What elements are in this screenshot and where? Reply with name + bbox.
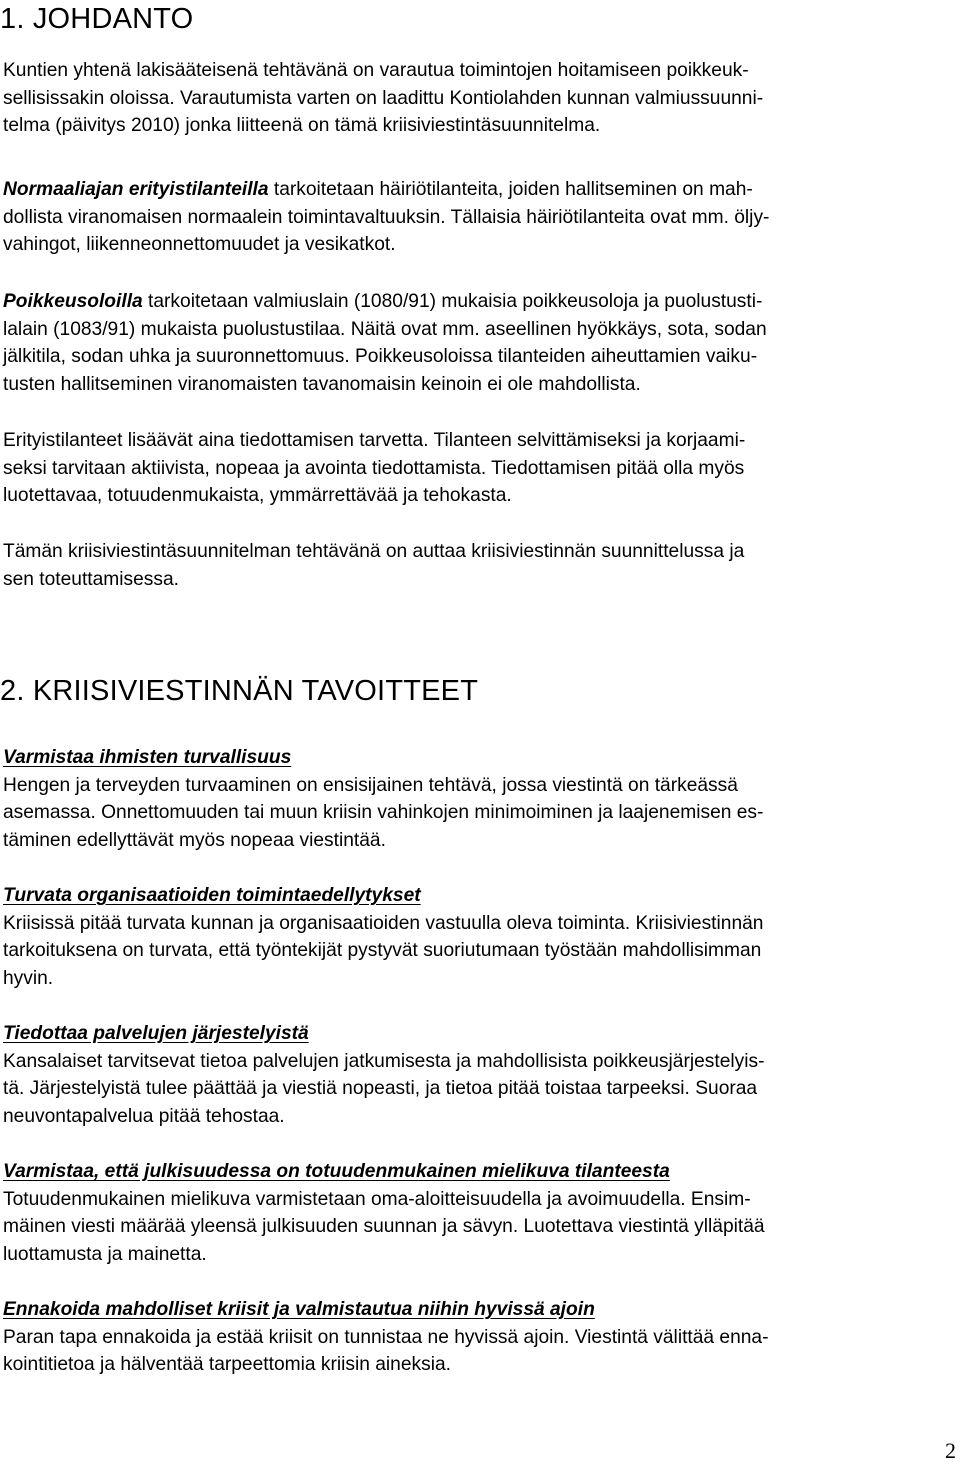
- goal-heading: Tiedottaa palvelujen järjestelyistä: [3, 1023, 309, 1044]
- text-line: asemassa. Onnettomuuden tai muun kriisin vahinkojen minimoiminen ja laajenemisen es-: [3, 802, 764, 823]
- text-line: tarkoituksena on turvata, että työntekijät pystyvät suoriutumaan työstään mahdollisimman: [3, 940, 762, 961]
- exceptional-conditions-paragraph: [3, 288, 958, 398]
- text-line: Kriisissä pitää turvata kunnan ja organisaatioiden vastuulla oleva toiminta. Kriisiviestinnän: [3, 912, 764, 934]
- text-line: [3, 176, 958, 204]
- text-line: Totuudenmukainen mielikuva varmistetaan oma-aloitteisuudella ja avoimuudella. Ensim-: [3, 1188, 751, 1210]
- intro-paragraph: [3, 57, 958, 140]
- text-line: kointitietoa ja hälventää tarpeettomia kriisin aineksia.: [3, 1354, 451, 1375]
- text-line: seksi tarvitaan aktiivista, nopeaa ja avointa tiedottamista. Tiedottamisen pitää olla myös: [3, 457, 745, 479]
- goal-heading: Turvata organisaatioiden toimintaedellytykset: [3, 885, 421, 906]
- text-line: luottamusta ja mainetta.: [3, 1243, 207, 1265]
- term-poikkeusoloilla: Poikkeusoloilla: [3, 291, 143, 312]
- text-fragment: tarkoitetaan häiriötilanteita, joiden hallitseminen on mah-: [268, 179, 753, 200]
- text-line: Kansalaiset tarvitsevat tietoa palvelujen jatkumisesta ja mahdollisista poikkeusjärjestelyis-: [3, 1050, 765, 1072]
- goal-anticipation: [3, 1296, 958, 1379]
- normal-time-paragraph: [3, 176, 958, 259]
- section-1-heading: 1. JOHDANTO: [0, 3, 194, 35]
- text-line: sen toteuttamisessa.: [3, 568, 179, 590]
- text-line: Tämän kriisiviestintäsuunnitelman tehtävänä on auttaa kriisiviestinnän suunnittelussa ja: [3, 541, 745, 562]
- goal-heading: Ennakoida mahdolliset kriisit ja valmistautua niihin hyvissä ajoin: [3, 1299, 595, 1320]
- text-line: tusten hallitseminen viranomaisten tavanomaisin keinoin ei ole mahdollista.: [3, 373, 641, 395]
- text-line: jälkitila, sodan uhka ja suuronnettomuus. Poikkeusoloissa tilanteiden aiheuttamien vaiku-: [3, 346, 758, 367]
- communication-need-paragraph: [3, 427, 958, 510]
- goal-heading: Varmistaa ihmisten turvallisuus: [3, 747, 292, 768]
- text-line: dollista viranomaisen normaalein toimintavaltuuksin. Tällaisia häiriötilanteita ovat mm. öljy-: [3, 206, 770, 228]
- goal-operations: [3, 882, 958, 992]
- text-line: luotettavaa, totuudenmukaista, ymmärrettävää ja tehokasta.: [3, 485, 512, 506]
- text-line: lalain (1083/91) mukaista puolustustilaa. Näitä ovat mm. aseellinen hyökkäys, sota, sodan: [3, 318, 767, 340]
- text-line: neuvontapalvelua pitää tehostaa.: [3, 1105, 285, 1127]
- text-line: sellisissakin oloissa. Varautumista varten on laadittu Kontiolahden kunnan valmiussuunni-: [3, 87, 764, 109]
- page-number: 2: [945, 1438, 956, 1463]
- purpose-paragraph: [3, 538, 958, 593]
- text-line: Erityistilanteet lisäävät aina tiedottamisen tarvetta. Tilanteen selvittämiseksi ja korjaami-: [3, 430, 746, 451]
- text-line: täminen edellyttävät myös nopeaa viestintää.: [3, 829, 386, 851]
- text-line: mäinen viesti määrää yleensä julkisuuden suunnan ja sävyn. Luotettava viestintä ylläpitää: [3, 1216, 765, 1237]
- goal-heading: Varmistaa, että julkisuudessa on totuudenmukainen mielikuva tilanteesta: [3, 1161, 670, 1182]
- text-line: [3, 288, 958, 316]
- text-line: hyvin.: [3, 967, 54, 989]
- goal-services: [3, 1020, 958, 1130]
- term-normaaliajan: Normaaliajan erityistilanteilla: [3, 179, 269, 200]
- text-line: Paran tapa ennakoida ja estää kriisit on tunnistaa ne hyvissä ajoin. Viestintä välittää enna-: [3, 1326, 769, 1348]
- text-line: tä. Järjestelyistä tulee päättää ja viestiä nopeasti, ja tietoa pitää toistaa tarpeeksi. Suoraa: [3, 1078, 758, 1099]
- text-line: telma (päivitys 2010) jonka liitteenä on tämä kriisiviestintäsuunnitelma.: [3, 115, 601, 136]
- text-line: Hengen ja terveyden turvaaminen on ensisijainen tehtävä, jossa viestintä on tärkeässä: [3, 774, 738, 796]
- section-2-heading: 2. KRIISIVIESTINNÄN TAVOITTEET: [0, 675, 479, 707]
- goal-safety: [3, 744, 958, 854]
- text-fragment: tarkoitetaan valmiuslain (1080/91) mukaisia poikkeusoloja ja puolustusti-: [142, 291, 763, 312]
- text-line: Kuntien yhtenä lakisääteisenä tehtävänä on varautua toimintojen hoitamiseen poikkeuk-: [3, 60, 749, 81]
- goal-public-image: [3, 1158, 958, 1268]
- text-line: vahingot, liikenneonnettomuudet ja vesikatkot.: [3, 234, 396, 255]
